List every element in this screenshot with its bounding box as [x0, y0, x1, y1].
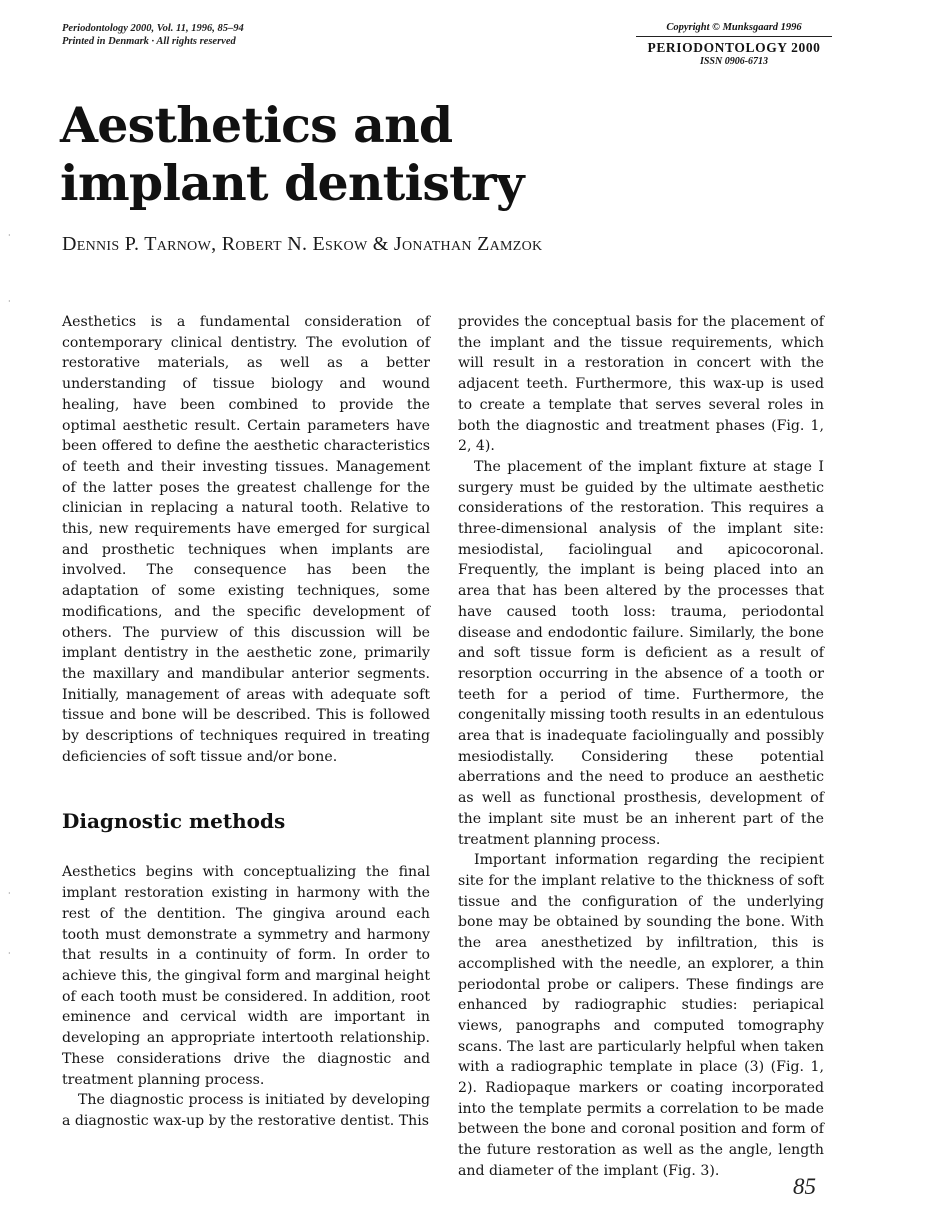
- recipient-site-paragraph: Important information regarding the recipient site for the implant relative to the thickness of soft tissue and the configuration of the underlying bone may be obtained by sounding the bone. With the area anesthetized by infiltration, this is accomplished with the needle, an explorer, a thin periodontal probe or calipers. These findings are enhanced by radiographic studies: periapical views, panographs and computed tomography scans. The last are particularly helpful when taken with a radiographic template in place (3) (Fig. 1, 2). Radiopaque markers or coating incorporated into the template permits a correlation to be made between the bone and coronal position and form of the future restoration as well as the angle, length and diameter of the implant (Fig. 3).: [458, 852, 824, 1179]
- title-line-1: Aesthetics and: [60, 96, 453, 154]
- issn-line: ISSN 0906-6713: [699, 56, 769, 67]
- citation-line-1: Periodontology 2000, Vol. 11, 1996, 85–94: [62, 23, 244, 34]
- scan-speck-mark: ·: [8, 297, 11, 306]
- section-heading-diagnostic-methods: Diagnostic methods: [62, 809, 286, 834]
- journal-header: [636, 22, 832, 68]
- page-number: 85: [793, 1174, 816, 1199]
- diagnostic-paragraph-2-continued: provides the conceptual basis for the placement of the implant and the tissue requirements, which will result in a restoration in concert with the adjacent teeth. Furthermore, this wax-up is used to create a template that serves several roles in both the diagnostic and treatment phases (Fig. 1, 2, 4).: [458, 314, 824, 455]
- author-list: Dennis P. Tarnow, Robert N. Eskow & Jonathan Zamzok: [62, 233, 543, 255]
- intro-paragraph: Aesthetics is a fundamental consideration of contemporary clinical dentistry. The evolution of restorative materials, as well as a better understanding of tissue biology and wound healing, have been combined to provide the optimal aesthetic result. Certain parameters have been offered to define the aesthetic characteristics of teeth and their investing tissues. Management of the latter poses the greatest challenge for the clinician in replacing a natural tooth. Relative to this, new requirements have emerged for surgical and prosthetic techniques when implants are involved. The consequence has been the adaptation of some existing techniques, some modifications, and the specific development of others. The purview of this discussion will be implant dentistry in the aesthetic zone, primarily the maxillary and mandibular anterior segments. Initially, management of areas with adequate soft tissue and bone will be described. This is followed by descriptions of techniques required in treating deficiencies of soft tissue and/or bone.: [62, 314, 430, 765]
- left-column: [62, 312, 430, 1132]
- scan-speck-mark: ·: [8, 889, 11, 898]
- citation-line-2: Printed in Denmark · All rights reserved: [62, 36, 236, 47]
- copyright-line: Copyright © Munksgaard 1996: [636, 22, 832, 37]
- title-line-2: implant dentistry: [60, 154, 524, 212]
- citation-header: [62, 22, 244, 48]
- journal-name: PERIODONTOLOGY 2000: [647, 40, 821, 55]
- right-column: [458, 312, 824, 1182]
- scan-speck-mark: ·: [8, 949, 11, 958]
- article-title: [60, 96, 660, 212]
- diagnostic-paragraph-1: Aesthetics begins with conceptualizing the final implant restoration existing in harmony with the rest of the dentition. The gingiva around each tooth must demonstrate a symmetry and harmony that results in a continuity of form. In order to achieve this, the gingival form and marginal height of each tooth must be considered. In addition, root eminence and cervical width are important in developing an appropriate intertooth relationship. These considerations drive the diagnostic and treatment planning process.: [62, 864, 430, 1088]
- implant-placement-paragraph: The placement of the implant fixture at stage I surgery must be guided by the ultimate aesthetic considerations of the restoration. This requires a three-dimensional analysis of the implant site: mesiodistal, faciolingual and apicocoronal. Frequently, the implant is being placed into an area that has been altered by the processes that have caused tooth loss: trauma, periodontal disease and endodontic failure. Similarly, the bone and soft tissue form is deficient as a result of resorption occurring in the absence of a tooth or teeth for a period of time. Furthermore, the congenitally missing tooth results in an edentulous area that is inadequate faciolingually and possibly mesiodistally. Considering these potential aberrations and the need to produce an aesthetic as well as functional prosthesis, development of the implant site must be an inherent part of the treatment planning process.: [458, 458, 824, 848]
- scan-speck-mark: ·: [8, 231, 11, 240]
- diagnostic-paragraph-2: The diagnostic process is initiated by developing a diagnostic wax-up by the restorative dentist. This: [62, 1092, 430, 1129]
